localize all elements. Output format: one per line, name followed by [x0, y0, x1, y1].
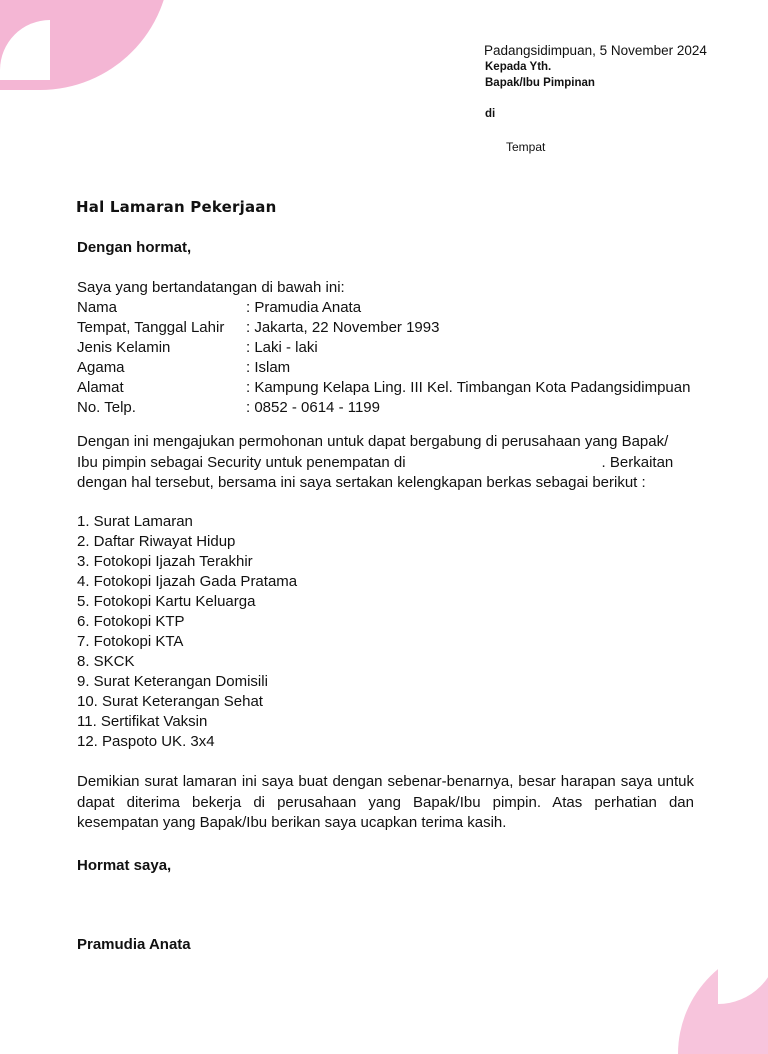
- closing-salutation: Hormat saya,: [77, 857, 172, 874]
- paragraph-line: [77, 453, 694, 474]
- paragraph-line: Dengan ini mengajukan permohonan untuk dapat bergabung di perusahaan yang Bapak/: [77, 433, 669, 450]
- identity-value: : Laki - laki: [246, 339, 318, 356]
- identity-row: [77, 338, 690, 358]
- document-list-item: 2. Daftar Riwayat Hidup: [77, 533, 236, 550]
- recipient-di: di: [485, 108, 496, 120]
- identity-row: [77, 358, 690, 378]
- document-list-item: 10. Surat Keterangan Sehat: [77, 693, 263, 710]
- identity-label: Agama: [77, 359, 125, 376]
- identity-label: No. Telp.: [77, 399, 136, 416]
- recipient-line: Bapak/Ibu Pimpinan: [485, 77, 595, 89]
- document-list-item: 6. Fotokopi KTP: [77, 613, 185, 630]
- paragraph-line: dengan hal tersebut, bersama ini saya sertakan kelengkapan berkas sebagai berikut :: [77, 474, 646, 491]
- document-list-item: 3. Fotokopi Ijazah Terakhir: [77, 553, 253, 570]
- recipient-place: Tempat: [506, 140, 546, 154]
- document-list: [77, 512, 297, 752]
- document-list-item: 1. Surat Lamaran: [77, 513, 193, 530]
- document-list-item: 7. Fotokopi KTA: [77, 633, 184, 650]
- signer-name: Pramudia Anata: [77, 936, 191, 953]
- identity-value: : Kampung Kelapa Ling. III Kel. Timbangan Kota Padangsidimpuan: [246, 379, 691, 396]
- intro-sentence: Saya yang bertandatangan di bawah ini:: [77, 279, 345, 296]
- recipient-line: Kepada Yth.: [485, 61, 552, 73]
- closing-paragraph: Demikian surat lamaran ini saya buat dengan sebenar-benarnya, besar harapan saya untuk dapat diterima bekerja di perusahaan yang Bapak/Ibu pimpin. Atas perhatian dan kesempatan yang Bapak/Ibu berikan saya ucapkan terima kasih.: [77, 773, 694, 831]
- greeting: Dengan hormat,: [77, 239, 192, 256]
- identity-row: [77, 318, 690, 338]
- document-list-item: 4. Fotokopi Ijazah Gada Pratama: [77, 573, 298, 590]
- identity-label: Nama: [77, 299, 118, 316]
- place-date: Padangsidimpuan, 5 November 2024: [484, 43, 707, 58]
- document-list-item: 11. Sertifikat Vaksin: [77, 713, 208, 730]
- identity-table: [77, 298, 690, 418]
- identity-value: : Pramudia Anata: [246, 299, 362, 316]
- recipient-block: [485, 59, 595, 91]
- identity-row: [77, 398, 690, 418]
- identity-value: : Jakarta, 22 November 1993: [246, 319, 440, 336]
- identity-value: : 0852 - 0614 - 1199: [246, 399, 380, 416]
- identity-label: Tempat, Tanggal Lahir: [77, 319, 225, 336]
- paragraph-line-end: . Berkaitan: [601, 453, 674, 471]
- identity-value: : Islam: [246, 359, 291, 376]
- identity-row: [77, 298, 690, 318]
- application-paragraph: [77, 432, 694, 494]
- document-list-item: 9. Surat Keterangan Domisili: [77, 673, 268, 690]
- document-list-item: 12. Paspoto UK. 3x4: [77, 733, 215, 750]
- document-list-item: 5. Fotokopi Kartu Keluarga: [77, 593, 256, 610]
- paragraph-line-start: Ibu pimpin sebagai Security untuk penempatan di: [77, 453, 406, 471]
- identity-label: Jenis Kelamin: [77, 339, 171, 356]
- identity-label: Alamat: [77, 379, 124, 396]
- document-list-item: 8. SKCK: [77, 653, 135, 670]
- letter-subject: Hal Lamaran Pekerjaan: [76, 198, 277, 216]
- identity-row: [77, 378, 690, 398]
